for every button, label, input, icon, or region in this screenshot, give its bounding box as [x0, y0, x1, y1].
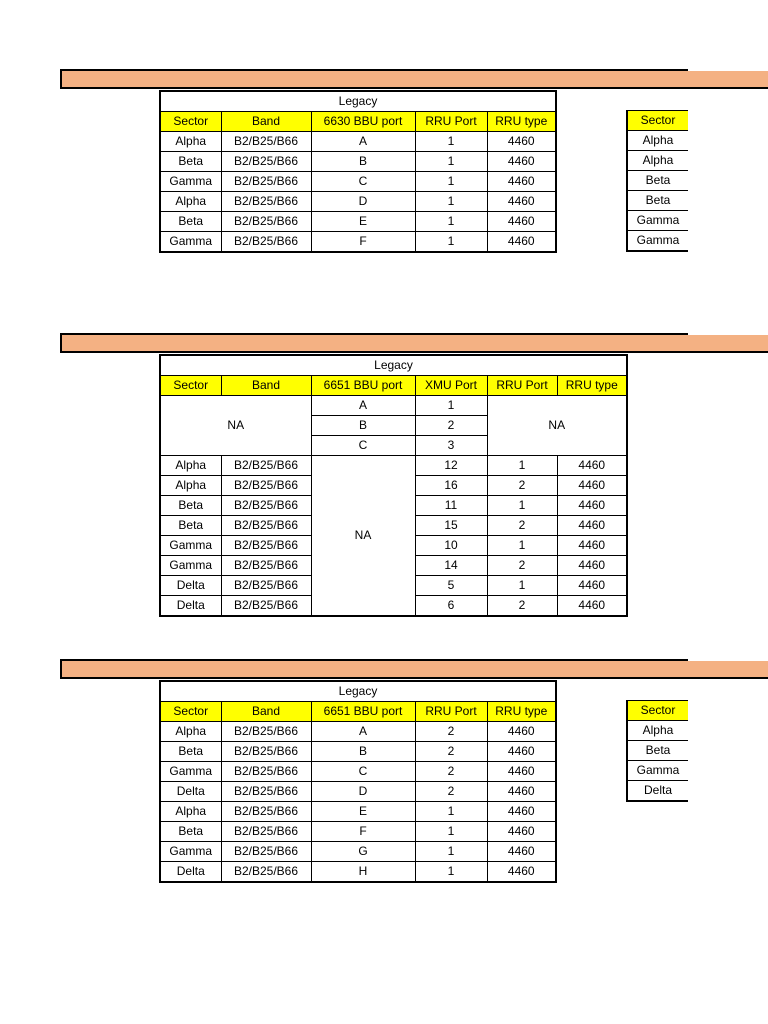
table-cell: Alpha — [160, 192, 221, 212]
table-cell: Beta — [627, 171, 688, 191]
table-row — [160, 396, 627, 416]
table-cell: 11 — [415, 496, 487, 516]
table-cell: 1 — [487, 576, 557, 596]
table-cell: Gamma — [627, 231, 688, 252]
table-row — [160, 232, 556, 253]
table-cell: B2/B25/B66 — [221, 722, 311, 742]
table-cell: B2/B25/B66 — [221, 496, 311, 516]
table-cell: 1 — [415, 802, 487, 822]
column-header: Band — [221, 376, 311, 396]
table-cell: 2 — [487, 516, 557, 536]
na-cell: NA — [311, 456, 415, 617]
table-row — [160, 822, 556, 842]
table-cell: Alpha — [160, 476, 221, 496]
table-cell: Delta — [160, 596, 221, 617]
table-cell: B2/B25/B66 — [221, 456, 311, 476]
table-cell: 3 — [415, 436, 487, 456]
table-cell: 12 — [415, 456, 487, 476]
table-cell: 4460 — [487, 862, 556, 883]
table-cell: 2 — [487, 476, 557, 496]
section-3-table — [159, 680, 557, 883]
column-header: Sector — [627, 111, 688, 131]
table-cell: 4460 — [487, 172, 556, 192]
table-cell: H — [311, 862, 415, 883]
table-cell: B2/B25/B66 — [221, 516, 311, 536]
table-cell: 4460 — [557, 456, 627, 476]
table-cell: 4460 — [557, 496, 627, 516]
table-cell: Gamma — [160, 842, 221, 862]
table-cell: B2/B25/B66 — [221, 232, 311, 253]
table-cell: A — [311, 132, 415, 152]
table-cell: B2/B25/B66 — [221, 742, 311, 762]
table-cell: 14 — [415, 556, 487, 576]
table-cell: G — [311, 842, 415, 862]
table-cell: E — [311, 212, 415, 232]
table-cell: 2 — [415, 416, 487, 436]
column-header: 6630 BBU port — [311, 112, 415, 132]
table-cell: B2/B25/B66 — [221, 596, 311, 617]
table-cell: 1 — [415, 212, 487, 232]
table-cell: B2/B25/B66 — [221, 842, 311, 862]
table-row — [160, 152, 556, 172]
column-header: Band — [221, 112, 311, 132]
table-cell: 1 — [415, 172, 487, 192]
table-cell: 4460 — [487, 802, 556, 822]
table-cell: B2/B25/B66 — [221, 576, 311, 596]
table-cell: C — [311, 762, 415, 782]
table-cell: 4460 — [487, 232, 556, 253]
table-cell: 4460 — [557, 516, 627, 536]
table-cell: D — [311, 192, 415, 212]
table-cell: B2/B25/B66 — [221, 152, 311, 172]
table-cell: B — [311, 416, 415, 436]
table-cell: 16 — [415, 476, 487, 496]
table-cell: Beta — [160, 822, 221, 842]
na-cell: NA — [160, 396, 311, 456]
table-cell: F — [311, 232, 415, 253]
table-cell: 1 — [415, 822, 487, 842]
column-header: RRU type — [557, 376, 627, 396]
table-cell: 4460 — [487, 132, 556, 152]
table-cell: Alpha — [627, 151, 688, 171]
table-row — [160, 212, 556, 232]
table-cell: A — [311, 396, 415, 416]
table-cell: 2 — [415, 742, 487, 762]
section-2-header-band — [62, 333, 768, 353]
table-cell: Delta — [160, 576, 221, 596]
table-row — [160, 192, 556, 212]
column-header: XMU Port — [415, 376, 487, 396]
table-row — [160, 132, 556, 152]
table-cell: 1 — [415, 132, 487, 152]
table-cell: B2/B25/B66 — [221, 536, 311, 556]
table-row — [160, 762, 556, 782]
column-header: Band — [221, 702, 311, 722]
header-row — [160, 702, 556, 722]
table-cell: B2/B25/B66 — [221, 762, 311, 782]
column-header: Sector — [627, 701, 688, 721]
table-cell: B2/B25/B66 — [221, 172, 311, 192]
column-header: RRU type — [487, 702, 556, 722]
table-cell: C — [311, 436, 415, 456]
table-cell: E — [311, 802, 415, 822]
table-cell: Gamma — [160, 172, 221, 192]
section-2-table — [159, 354, 628, 617]
table-cell: Alpha — [160, 132, 221, 152]
column-header: 6651 BBU port — [311, 702, 415, 722]
section-3-header-band — [62, 659, 768, 679]
column-header: 6651 BBU port — [311, 376, 415, 396]
table-row — [160, 862, 556, 883]
table-cell: 2 — [487, 556, 557, 576]
table-cell: 4460 — [557, 556, 627, 576]
table-row — [160, 742, 556, 762]
section-1-table — [159, 90, 557, 253]
table-cell: 2 — [415, 762, 487, 782]
table-cell: B2/B25/B66 — [221, 192, 311, 212]
table-cell: C — [311, 172, 415, 192]
table-cell: Beta — [627, 191, 688, 211]
table-cell: Beta — [627, 741, 688, 761]
header-row — [160, 112, 556, 132]
table-cell: Alpha — [627, 721, 688, 741]
table-cell: B — [311, 152, 415, 172]
table-cell: B2/B25/B66 — [221, 862, 311, 883]
table-row — [160, 172, 556, 192]
section-3-side-table — [626, 700, 688, 802]
table-cell: B2/B25/B66 — [221, 212, 311, 232]
column-header: Sector — [160, 376, 221, 396]
table-cell: 15 — [415, 516, 487, 536]
table-cell: 2 — [415, 722, 487, 742]
table-cell: Gamma — [160, 232, 221, 253]
header-row — [160, 376, 627, 396]
table-cell: Gamma — [627, 211, 688, 231]
table-cell: Alpha — [627, 131, 688, 151]
table-cell: 4460 — [487, 822, 556, 842]
table-cell: F — [311, 822, 415, 842]
table-cell: Gamma — [160, 536, 221, 556]
table-cell: B2/B25/B66 — [221, 476, 311, 496]
table-row — [160, 722, 556, 742]
table-cell: 4460 — [487, 152, 556, 172]
table-cell: D — [311, 782, 415, 802]
table-cell: Alpha — [160, 802, 221, 822]
table-cell: 4460 — [487, 192, 556, 212]
table-cell: Delta — [627, 781, 688, 802]
legacy-title: Legacy — [160, 91, 556, 112]
legacy-title: Legacy — [160, 681, 556, 702]
section-1-side-table — [626, 110, 688, 252]
table-cell: 4460 — [487, 762, 556, 782]
table-cell: B2/B25/B66 — [221, 132, 311, 152]
table-cell: B2/B25/B66 — [221, 802, 311, 822]
table-cell: 1 — [487, 496, 557, 516]
table-cell: B — [311, 742, 415, 762]
column-header: RRU Port — [415, 112, 487, 132]
table-cell: Beta — [160, 742, 221, 762]
column-header: RRU type — [487, 112, 556, 132]
table-cell: 4460 — [487, 782, 556, 802]
table-cell: 1 — [415, 232, 487, 253]
table-cell: 4460 — [557, 536, 627, 556]
table-row — [160, 802, 556, 822]
table-cell: 5 — [415, 576, 487, 596]
column-header: RRU Port — [415, 702, 487, 722]
table-cell: Beta — [160, 496, 221, 516]
table-cell: 4460 — [487, 742, 556, 762]
table-cell: 1 — [487, 456, 557, 476]
table-cell: 2 — [415, 782, 487, 802]
table-cell: B2/B25/B66 — [221, 556, 311, 576]
table-cell: 4460 — [487, 212, 556, 232]
table-cell: Alpha — [160, 456, 221, 476]
table-cell: 1 — [415, 842, 487, 862]
table-cell: Delta — [160, 862, 221, 883]
table-cell: 1 — [415, 862, 487, 883]
table-cell: 4460 — [557, 576, 627, 596]
table-row — [160, 842, 556, 862]
column-header: Sector — [160, 702, 221, 722]
column-header: Sector — [160, 112, 221, 132]
table-cell: Beta — [160, 212, 221, 232]
table-cell: 6 — [415, 596, 487, 617]
table-cell: 4460 — [487, 842, 556, 862]
table-cell: Beta — [160, 152, 221, 172]
section-1-header-band — [62, 69, 768, 89]
table-cell: B2/B25/B66 — [221, 822, 311, 842]
table-cell: 4460 — [487, 722, 556, 742]
table-cell: Beta — [160, 516, 221, 536]
legacy-title: Legacy — [160, 355, 627, 376]
table-row — [160, 782, 556, 802]
table-cell: 4460 — [557, 596, 627, 617]
column-header: RRU Port — [487, 376, 557, 396]
table-cell: 1 — [415, 152, 487, 172]
na-cell: NA — [487, 396, 627, 456]
table-cell: Delta — [160, 782, 221, 802]
table-row — [160, 456, 627, 476]
table-cell: 1 — [487, 536, 557, 556]
table-cell: 4460 — [557, 476, 627, 496]
table-cell: 1 — [415, 396, 487, 416]
table-cell: 1 — [415, 192, 487, 212]
table-cell: Gamma — [627, 761, 688, 781]
table-cell: Gamma — [160, 762, 221, 782]
table-cell: Gamma — [160, 556, 221, 576]
table-cell: A — [311, 722, 415, 742]
table-cell: B2/B25/B66 — [221, 782, 311, 802]
table-cell: 2 — [487, 596, 557, 617]
table-cell: 10 — [415, 536, 487, 556]
table-cell: Alpha — [160, 722, 221, 742]
